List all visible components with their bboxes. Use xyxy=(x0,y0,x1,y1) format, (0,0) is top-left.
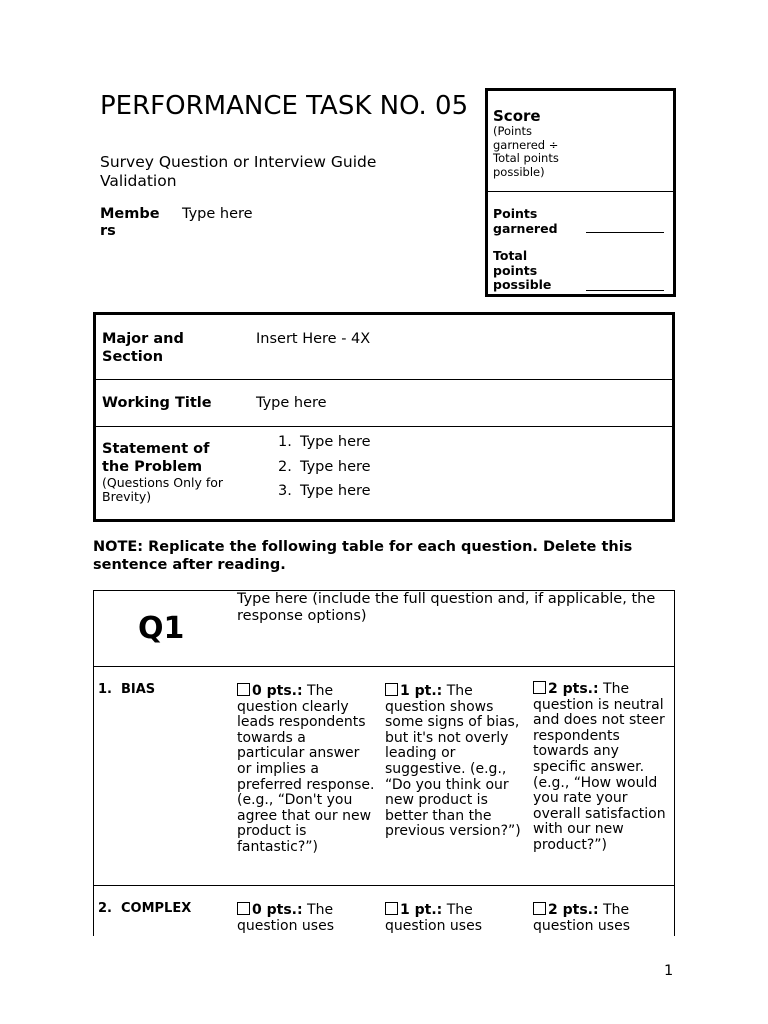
problem-label xyxy=(102,440,237,504)
page-number: 1 xyxy=(664,963,674,979)
criterion-label: 2. COMPLEX xyxy=(98,901,192,916)
members-label: Membe rs xyxy=(100,206,160,239)
checkbox[interactable] xyxy=(237,902,250,915)
major-label: Major and Section xyxy=(102,331,184,365)
score-divider xyxy=(488,191,673,192)
rubric-option: 2 pts.: The question uses xyxy=(533,902,631,934)
rubric-option: 1 pt.: The question uses xyxy=(385,902,483,934)
score-box xyxy=(485,88,676,297)
working-title-label: Working Title xyxy=(102,395,212,411)
score-heading: Score xyxy=(493,107,541,125)
rubric-option: 0 pts.: The question uses xyxy=(237,902,335,934)
points-garnered-field[interactable] xyxy=(586,232,664,233)
checkbox[interactable] xyxy=(385,902,398,915)
checkbox[interactable] xyxy=(533,902,546,915)
members-field[interactable]: Type here xyxy=(182,206,253,222)
list-item[interactable]: 3. Type here xyxy=(278,483,371,499)
checkbox[interactable] xyxy=(237,683,250,696)
question-table xyxy=(93,590,675,936)
problem-label-text: Statement of the Problem xyxy=(102,441,210,475)
problem-note: (Questions Only for Brevity) xyxy=(102,475,224,504)
checkbox[interactable] xyxy=(533,681,546,694)
question-id: Q1 xyxy=(138,611,185,646)
score-subheading: (Points garnered ÷ Total points possible) xyxy=(493,124,559,179)
points-garnered-label: Points garnered xyxy=(493,206,558,236)
checkbox[interactable] xyxy=(385,683,398,696)
major-field[interactable]: Insert Here - 4X xyxy=(256,331,371,347)
info-divider xyxy=(96,379,672,380)
instruction-note: NOTE: Replicate the following table for each question. Delete this sentence after reading. xyxy=(93,539,633,573)
total-points-label: Total points possible xyxy=(493,248,552,292)
info-divider xyxy=(96,426,672,427)
table-divider xyxy=(94,885,674,886)
list-item[interactable]: 1. Type here xyxy=(278,434,371,450)
list-item[interactable]: 2. Type here xyxy=(278,458,371,475)
problem-list xyxy=(278,433,371,507)
criterion-label: 1. BIAS xyxy=(98,682,156,697)
info-table xyxy=(93,312,675,522)
rubric-option: 1 pt.: The question shows some signs of bias, but it's not overly leading or suggestive. (e.g., “Do you think our new product is better than the previous version?”) xyxy=(385,683,521,840)
table-divider xyxy=(94,666,674,667)
rubric-option: 0 pts.: The question clearly leads respondents towards a particular answer or implies a preferred response. (e.g., “Don't you agree that our new product is fantastic?”) xyxy=(237,683,375,855)
page-title: PERFORMANCE TASK NO. 05 xyxy=(100,91,469,121)
question-text-field[interactable]: Type here (include the full question and, if applicable, the response options) xyxy=(237,591,656,624)
rubric-option: 2 pts.: The question is neutral and does not steer respondents towards any specific answer. (e.g., “How would you rate your overall satisfaction with our new product?”) xyxy=(533,681,666,853)
total-points-field[interactable] xyxy=(586,290,664,291)
page-subtitle: Survey Question or Interview Guide Validation xyxy=(100,153,377,190)
working-title-field[interactable]: Type here xyxy=(256,395,327,411)
